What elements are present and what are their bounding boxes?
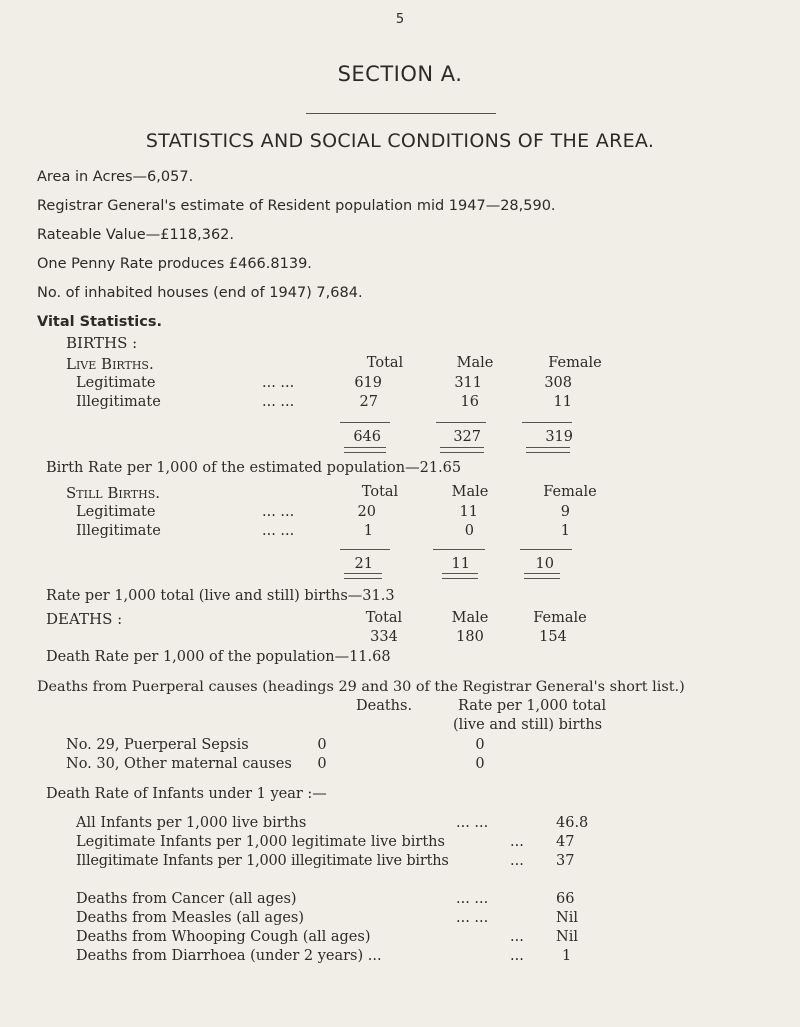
table-cell: 0 <box>317 737 327 753</box>
dot-leader: ... <box>510 834 524 850</box>
list-item-label: Legitimate Infants per 1,000 legitimate live births <box>76 834 445 850</box>
list-item-label: Illegitimate Infants per 1,000 illegitimate live births <box>76 853 449 869</box>
total-cell: 646 <box>353 429 381 445</box>
puerperal-col-rate-sub: (live and still) births <box>453 717 603 733</box>
table-row-label: No. 30, Other maternal causes <box>66 756 292 772</box>
dot-leader: ... <box>510 948 524 964</box>
total-cell: 11 <box>451 556 470 572</box>
still-births-label: Still Births. <box>66 484 161 502</box>
table-cell: 0 <box>464 523 474 539</box>
houses-line: No. of inhabited houses (end of 1947) 7,684. <box>37 285 363 301</box>
table-cell: 311 <box>454 375 482 391</box>
total-cell: 21 <box>354 556 373 572</box>
penny-rate-line: One Penny Rate produces £466.8139. <box>37 256 312 272</box>
total-cell: 327 <box>453 429 481 445</box>
deaths-col-female: Female <box>533 610 587 626</box>
live-col-female: Female <box>548 355 602 371</box>
table-row-label: Illegitimate <box>76 523 161 539</box>
list-item-label: Deaths from Diarrhoea (under 2 years) ... <box>76 948 382 964</box>
deaths-col-total: Total <box>365 610 403 626</box>
infant-mortality-heading: Death Rate of Infants under 1 year :— <box>46 786 327 802</box>
dot-leader: ... <box>510 929 524 945</box>
sum-rule <box>340 422 390 423</box>
dot-leader: ... ... <box>456 891 489 907</box>
section-title: SECTION A. <box>337 62 463 86</box>
still-col-male: Male <box>451 484 489 500</box>
still-col-female: Female <box>543 484 597 500</box>
list-item-label: Deaths from Measles (all ages) <box>76 910 305 926</box>
list-item-label: Deaths from Cancer (all ages) <box>76 891 297 907</box>
total-double-rule <box>524 573 560 579</box>
table-cell: 9 <box>560 504 570 520</box>
total-cell: 10 <box>535 556 554 572</box>
still-rate-line: Rate per 1,000 total (live and still) births—31.3 <box>46 588 395 604</box>
rateable-value-line: Rateable Value—£118,362. <box>37 227 235 243</box>
total-double-rule <box>526 447 570 453</box>
dot-leader: ... ... <box>262 504 295 520</box>
list-item-label: Deaths from Whooping Cough (all ages) <box>76 929 371 945</box>
sum-rule <box>436 422 486 423</box>
deaths-total: 334 <box>370 629 398 645</box>
sum-rule <box>520 549 572 550</box>
live-births-label: Live Births. <box>66 355 154 373</box>
table-cell: 20 <box>357 504 376 520</box>
puerperal-col-rate: Rate per 1,000 total <box>458 698 607 714</box>
sum-rule <box>522 422 572 423</box>
table-cell: 0 <box>475 737 485 753</box>
table-cell: 16 <box>460 394 479 410</box>
table-cell: 0 <box>475 756 485 772</box>
page-heading: STATISTICS AND SOCIAL CONDITIONS OF THE AREA. <box>145 130 655 152</box>
list-item-value: Nil <box>556 929 578 945</box>
title-divider <box>306 113 496 114</box>
table-cell: 11 <box>553 394 572 410</box>
total-double-rule <box>344 447 386 453</box>
vital-statistics-heading: Vital Statistics. <box>37 314 162 330</box>
table-cell: 27 <box>359 394 378 410</box>
dot-leader: ... ... <box>262 523 295 539</box>
total-double-rule <box>344 573 382 579</box>
table-cell: 0 <box>317 756 327 772</box>
puerperal-intro: Deaths from Puerperal causes (headings 29 and 30 of the Registrar General's short list.) <box>37 679 685 695</box>
dot-leader: ... <box>510 853 524 869</box>
table-cell: 11 <box>459 504 478 520</box>
area-line: Area in Acres—6,057. <box>37 169 194 185</box>
total-cell: 319 <box>545 429 573 445</box>
list-item-value: 47 <box>556 834 575 850</box>
dot-leader: ... ... <box>456 815 489 831</box>
dot-leader: ... ... <box>456 910 489 926</box>
deaths-female: 154 <box>539 629 567 645</box>
page-number: 5 <box>395 12 405 27</box>
births-heading: BIRTHS : <box>66 334 138 352</box>
puerperal-col-deaths: Deaths. <box>356 698 413 714</box>
death-rate-line: Death Rate per 1,000 of the population—11.68 <box>46 649 391 665</box>
still-col-total: Total <box>361 484 399 500</box>
deaths-col-male: Male <box>451 610 489 626</box>
list-item-value: 46.8 <box>556 815 589 831</box>
table-row-label: No. 29, Puerperal Sepsis <box>66 737 249 753</box>
live-col-total: Total <box>366 355 404 371</box>
table-row-label: Legitimate <box>76 375 156 391</box>
table-cell: 308 <box>544 375 572 391</box>
table-cell: 619 <box>354 375 382 391</box>
sum-rule <box>433 549 485 550</box>
birth-rate-line: Birth Rate per 1,000 of the estimated population—21.65 <box>46 460 462 476</box>
deaths-heading: DEATHS : <box>46 610 123 628</box>
list-item-value: 1 <box>562 948 572 964</box>
table-cell: 1 <box>363 523 373 539</box>
list-item-value: 66 <box>556 891 575 907</box>
dot-leader: ... ... <box>262 375 295 391</box>
list-item-value: Nil <box>556 910 578 926</box>
list-item-value: 37 <box>556 853 575 869</box>
list-item-label: All Infants per 1,000 live births <box>76 815 307 831</box>
dot-leader: ... ... <box>262 394 295 410</box>
live-col-male: Male <box>456 355 494 371</box>
total-double-rule <box>440 447 484 453</box>
table-row-label: Illegitimate <box>76 394 161 410</box>
total-double-rule <box>442 573 478 579</box>
deaths-male: 180 <box>456 629 484 645</box>
table-row-label: Legitimate <box>76 504 156 520</box>
sum-rule <box>340 549 390 550</box>
table-cell: 1 <box>560 523 570 539</box>
population-line: Registrar General's estimate of Resident population mid 1947—28,590. <box>37 198 556 214</box>
